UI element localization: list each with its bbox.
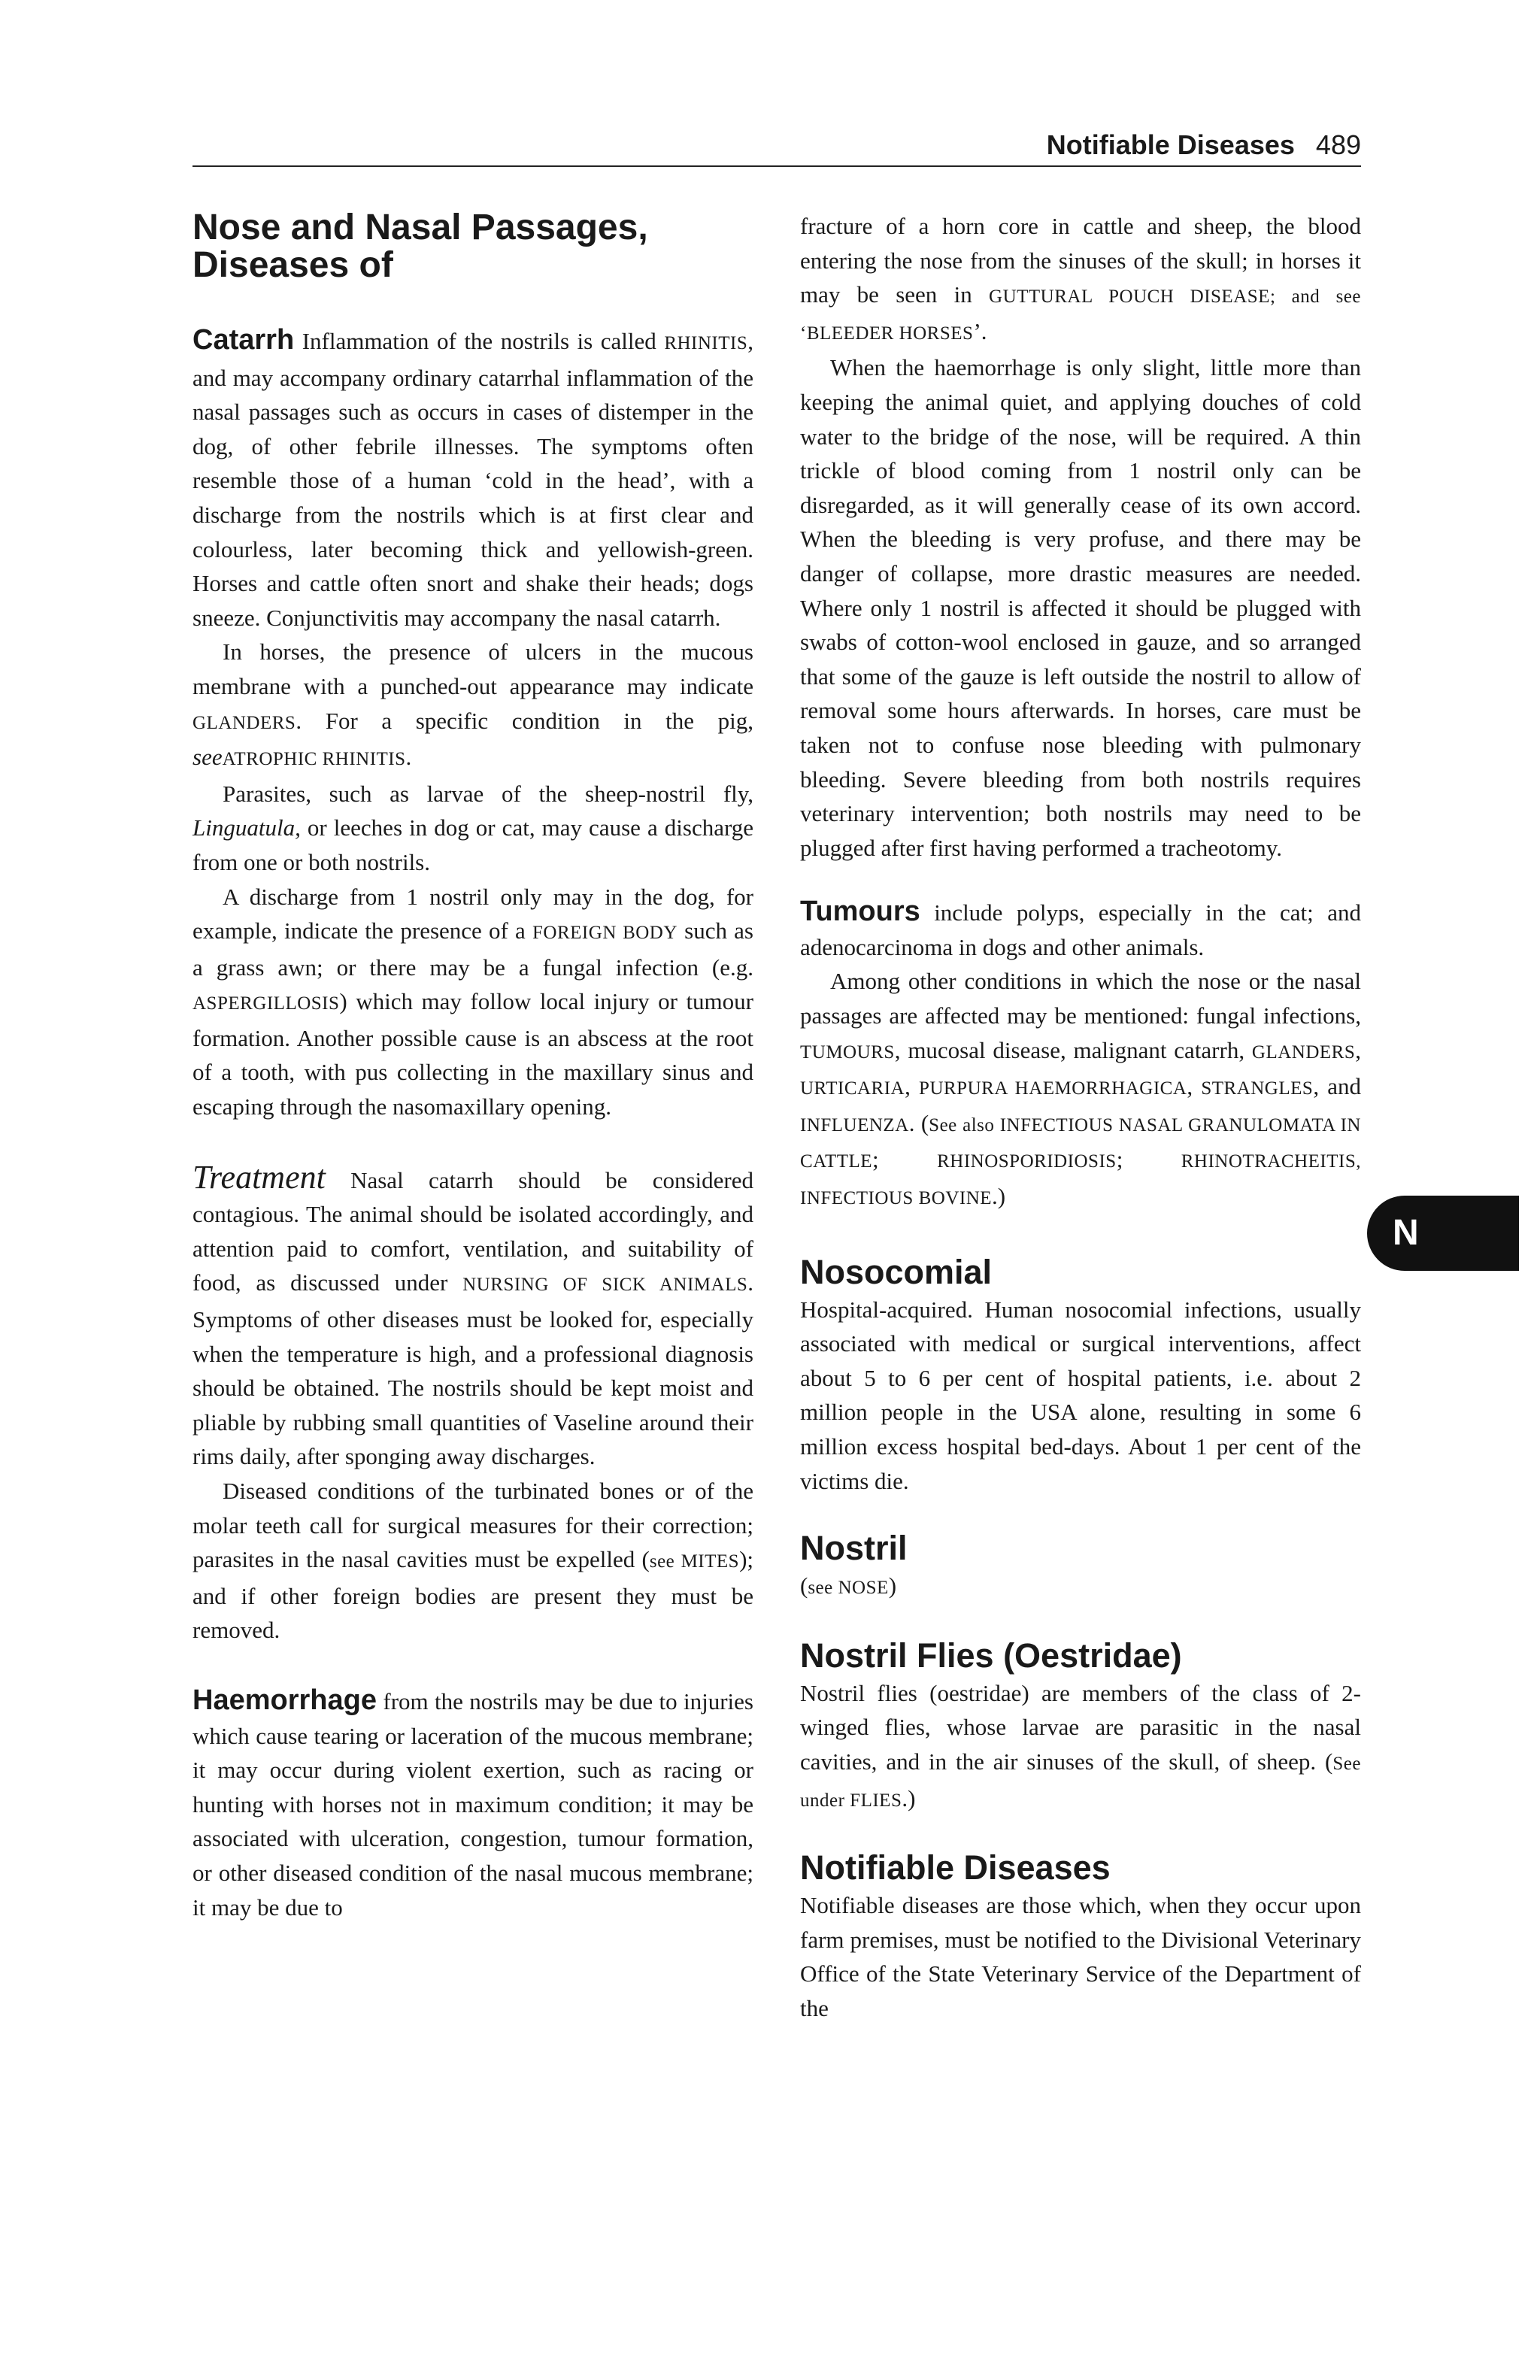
xref-rhinitis[interactable]: RHINITIS — [664, 333, 748, 353]
comma: , — [905, 1073, 920, 1100]
see-also-label: See also — [929, 1114, 1000, 1135]
xref-infectious-nasal-granulomata[interactable]: INFECTIOUS NASAL GRANULOMATA IN CATTLE — [800, 1114, 1361, 1172]
paren-open: ( — [800, 1572, 808, 1599]
entry-title-nose: Nose and Nasal Passages, Diseases of — [192, 208, 648, 285]
genus-linguatula: Linguatula, — [192, 814, 301, 841]
tumours-text-2d: . ( — [908, 1109, 929, 1136]
treatment-heading: Treatment — [192, 1158, 326, 1196]
see-label: see — [808, 1578, 838, 1599]
cont-text-1b: ; and see ‘ — [800, 287, 1361, 344]
nostril-flies-text-b: .) — [902, 1784, 916, 1812]
catarrh-text-4b: such as a grass awn; or there may be a fungal infection (e.g. — [192, 917, 753, 981]
notifiable-paragraph: Notifiable diseases are those which, when they occur upon farm premises, must be notified to the Divisional Veterinary Office of the State Veterinary Service of the Department of the — [800, 1892, 1361, 2021]
catarrh-text-4a: A discharge from 1 nostril only may in the dog, for example, indicate the presence of a — [192, 883, 753, 944]
xref-urticaria[interactable]: URTICARIA — [800, 1078, 905, 1099]
catarrh-text-2b: . For a specific condition in the pig, — [296, 707, 753, 734]
xref-rhinosporidiosis[interactable]: RHINOSPORIDIOSIS — [937, 1151, 1117, 1172]
xref-aspergillosis[interactable]: ASPERGILLOSIS — [192, 993, 340, 1014]
xref-atrophic-rhinitis[interactable]: ATROPHIC RHINITIS — [222, 749, 406, 770]
catarrh-text-3a: Parasites, such as larvae of the sheep-nostril fly, — [223, 780, 753, 807]
catarrh-text-4c: ) which may follow local injury or tumour formation. Another possible cause is an abscess at the root of a tooth, with pus collecting in the maxillary sinus and escaping through the nasomaxillary opening. — [192, 988, 753, 1120]
xref-rhinotracheitis[interactable]: RHINOTRACHEITIS, INFECTIOUS BOVINE — [800, 1151, 1361, 1209]
tumours-text-2b: , mucosal disease, malignant catarrh, — [894, 1036, 1252, 1063]
nostril-flies-text-a: Nostril flies (oestridae) are members of the class of 2-winged flies, whose larvae are parasitic in the nasal cavities, and in the air sinuses of the skull, of sheep. ( — [800, 1679, 1361, 1775]
catarrh-text-2c: . — [405, 744, 412, 771]
cont-text-1c: ’. — [973, 317, 987, 344]
catarrh-paragraph-3 — [192, 777, 753, 880]
catarrh-paragraph — [192, 323, 753, 635]
tumours-paragraph — [800, 895, 1361, 964]
catarrh-text-1a: Inflammation of the nostrils is called — [294, 328, 665, 354]
xref-glanders[interactable]: GLANDERS — [1251, 1041, 1356, 1063]
xref-foreign-body[interactable]: FOREIGN BODY — [532, 923, 678, 944]
catarrh-heading: Catarrh — [192, 324, 295, 356]
xref-nursing-of-sick-animals[interactable]: NURSING OF SICK ANIMALS — [462, 1275, 748, 1296]
comma: , — [1187, 1073, 1202, 1100]
thumb-index-tab — [1367, 1196, 1519, 1271]
treatment-text-1b: . Symptoms of other diseases must be looked for, especially when the temperature is high, and a professional diagnosis should be obtained. The nostrils should be kept moist and pliable by rubbing small quantities of Vaseline around their rims daily, after sponging away discharges. — [192, 1269, 753, 1470]
running-header — [192, 128, 1361, 167]
treatment-text-2a: Diseased conditions of the turbinated bones or of the molar teeth call for surgical measures for their correction; parasites in the nasal cavities must be expelled ( — [192, 1478, 753, 1573]
entry-title-nostril: Nostril — [800, 1529, 908, 1568]
tumours-text-2e: .) — [992, 1183, 1006, 1210]
catarrh-paragraph-4 — [192, 880, 753, 1124]
xref-glanders[interactable]: GLANDERS — [192, 712, 296, 733]
left-column — [192, 209, 753, 1924]
tumours-heading: Tumours — [800, 896, 920, 928]
tumours-text-2c: , and — [1313, 1073, 1362, 1100]
xref-nose[interactable]: NOSE — [838, 1578, 889, 1599]
xref-purpura-haemorrhagica[interactable]: PURPURA HAEMORRHAGICA — [919, 1078, 1187, 1099]
haemorrhage-paragraph — [192, 1684, 753, 1924]
xref-bleeder-horses[interactable]: BLEEDER HORSES — [806, 323, 974, 344]
haemorrhage-text: from the nostrils may be due to injuries which cause tearing or laceration of the mucous membrane; it may occur during violent exertion, such as racing or hunting with horses not in maximum condition; it may be associated with ulceration, congestion, tumour formation, or other diseased condition of the nasal mucous membrane; it may be due to — [192, 1687, 753, 1921]
xref-influenza[interactable]: INFLUENZA — [800, 1114, 909, 1135]
entry-title-nosocomial: Nosocomial — [800, 1252, 993, 1291]
catarrh-text-1b: , and may accompany ordinary catarrhal inflammation of the nasal passages such as occurs in cases of distemper in the dog, of other febrile illnesses. The symptoms often resemble those of a human ‘cold in the head’, with a discharge from the nostrils which is at first clear and colourless, later becoming thick and yellowish-green. Horses and cattle often snort and shake their heads; dogs sneeze. Conjunctivitis may accompany the nasal catarrh. — [192, 328, 753, 631]
entry-title-nostril-flies: Nostril Flies (Oestridae) — [800, 1636, 1182, 1675]
see-under-label: See under — [800, 1753, 1361, 1811]
treatment-paragraph-2 — [192, 1474, 753, 1648]
xref-strangles[interactable]: STRANGLES — [1201, 1078, 1314, 1099]
cont-text-1a: fracture of a horn core in cattle and sheep, the blood entering the nose from the sinuses of the skull; in horses it may be seen in — [800, 213, 1361, 308]
catarrh-paragraph-2 — [192, 635, 753, 776]
page-number: 489 — [1315, 129, 1361, 160]
entry-title-notifiable-diseases: Notifiable Diseases — [800, 1848, 1111, 1887]
haemorrhage-continued — [800, 209, 1361, 350]
xref-tumours[interactable]: TUMOURS — [800, 1041, 895, 1063]
header-title: Notifiable Diseases — [1046, 129, 1295, 160]
tumours-paragraph-2 — [800, 964, 1361, 1215]
see-label: see — [649, 1551, 681, 1572]
treatment-text-2b: ); and if other foreign bodies are present they must be removed. — [192, 1546, 753, 1644]
see-label: see — [192, 744, 223, 771]
right-column — [800, 209, 1361, 2026]
tumours-text-1: include polyps, especially in the cat; and adenocarcinoma in dogs and other animals. — [800, 899, 1361, 960]
treatment-paragraph — [192, 1160, 753, 1474]
semicolon: ; — [872, 1146, 938, 1173]
semicolon: ; — [1116, 1146, 1181, 1173]
thumb-index-letter: N — [1393, 1213, 1419, 1253]
xref-guttural-pouch-disease[interactable]: GUTTURAL POUCH DISEASE — [989, 287, 1270, 308]
comma: , — [1355, 1036, 1361, 1063]
xref-mites[interactable]: MITES — [681, 1551, 740, 1572]
nostril-flies-paragraph — [800, 1676, 1361, 1818]
xref-flies[interactable]: FLIES — [850, 1790, 902, 1811]
paren-close: ) — [888, 1572, 897, 1599]
catarrh-text-2a: In horses, the presence of ulcers in the mucous membrane with a punched-out appearance may indicate — [192, 638, 753, 699]
nosocomial-paragraph: Hospital-acquired. Human nosocomial infections, usually associated with medical or surgical interventions, affect about 5 to 6 per cent of hospital patients, i.e. about 2 million people in the USA alone, resulting in some 6 million excess hospital bed-days. About 1 per cent of the victims die. — [800, 1296, 1361, 1494]
tumours-text-2a: Among other conditions in which the nose or the nasal passages are affected may be mentioned: fungal infections, — [800, 968, 1361, 1029]
catarrh-text-3b: or leeches in dog or cat, may cause a discharge from one or both nostrils. — [192, 814, 753, 875]
treatment-text-1a: Nasal catarrh should be considered contagious. The animal should be isolated accordingly, and attention paid to comfort, ventilation, and suitability of food, as discussed under — [192, 1166, 753, 1296]
haemorrhage-continued-2: When the haemorrhage is only slight, little more than keeping the animal quiet, and applying douches of cold water to the bridge of the nose, will be required. A thin trickle of blood coming from 1 nostril only can be disregarded, as it will generally cease of its own accord. When the bleeding is very profuse, and there may be danger of collapse, more drastic measures are needed. Where only 1 nostril is affected it should be plugged with swabs of cotton-wool enclosed in gauze, and so arranged that some of the gauze is left outside the nostril to allow of removal some hours afterwards. In horses, care must be taken not to confuse nose bleeding with pulmonary bleeding. Severe bleeding from both nostrils requires veterinary intervention; both nostrils may need to be plugged after first having performed a tracheotomy. — [800, 354, 1361, 861]
nostril-paragraph — [800, 1569, 1361, 1605]
haemorrhage-heading: Haemorrhage — [192, 1684, 377, 1716]
